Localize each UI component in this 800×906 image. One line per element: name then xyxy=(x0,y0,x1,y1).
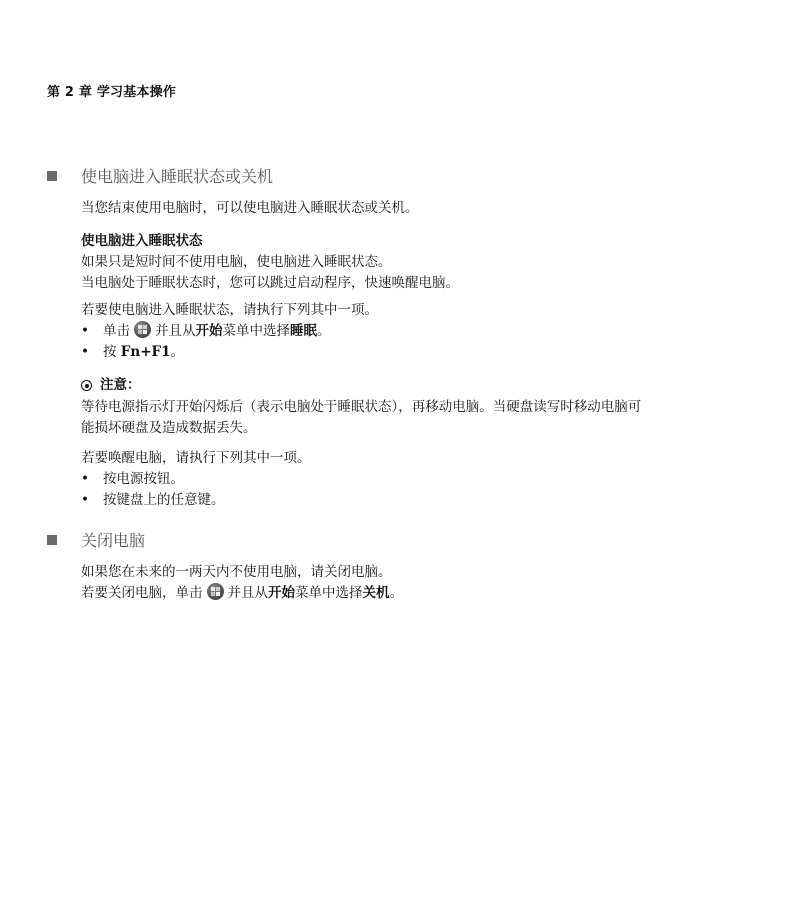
sleep-term: 睡眠 xyxy=(290,323,317,339)
shutdown-line-2 xyxy=(81,583,741,604)
and-from-text: 并且从 xyxy=(227,585,268,601)
shutdown-click-text: 若要关闭电脑，单击 xyxy=(81,585,203,601)
note-line-1: 等待电源指示灯开始闪烁后（表示电脑处于睡眠状态），再移动电脑。当硬盘读写时移动电脑可 xyxy=(81,399,642,415)
list-item-any-key xyxy=(81,490,741,511)
sleep-subsection xyxy=(81,231,741,294)
press-text: 按 xyxy=(103,344,117,360)
fn-f1-key: Fn+F1 xyxy=(120,344,171,360)
wake-instructions xyxy=(81,448,741,511)
list-item-start-menu-sleep xyxy=(81,321,741,342)
note-heading xyxy=(81,375,741,396)
and-from-text: 并且从 xyxy=(155,323,196,339)
bullet-dot: • xyxy=(81,492,89,508)
bullet-dot: • xyxy=(81,471,89,487)
period: 。 xyxy=(389,585,403,601)
square-bullet-icon xyxy=(47,171,57,181)
bullet-dot: • xyxy=(81,344,89,360)
intro-text: 当您结束使用电脑时，可以使电脑进入睡眠状态或关机。 xyxy=(81,200,419,216)
bullet-dot: • xyxy=(81,323,89,339)
sleep-paragraph-line-1: 如果只是短时间不使用电脑，使电脑进入睡眠状态。 xyxy=(81,254,392,270)
windows-start-orb-icon xyxy=(134,321,151,338)
period: 。 xyxy=(317,323,331,339)
note-circle-icon xyxy=(81,380,92,391)
section-title-shutdown xyxy=(47,528,145,551)
sleep-lead-text: 若要使电脑进入睡眠状态，请执行下列其中一项。 xyxy=(81,302,378,318)
chapter-header: 第 2 章 学习基本操作 xyxy=(47,85,177,100)
note-block xyxy=(81,375,741,439)
square-bullet-icon xyxy=(47,535,57,545)
section-title-text: 关闭电脑 xyxy=(81,531,146,550)
click-text: 单击 xyxy=(103,323,130,339)
shutdown-term: 关机 xyxy=(362,585,390,601)
note-label: 注意： xyxy=(100,377,141,393)
menu-select-text: 菜单中选择 xyxy=(222,323,290,339)
list-item-fn-f1 xyxy=(81,342,741,363)
start-term: 开始 xyxy=(195,323,223,339)
note-line-2: 能损坏硬盘及造成数据丢失。 xyxy=(81,420,257,436)
shutdown-line-1: 如果您在未来的一两天内不使用电脑，请关闭电脑。 xyxy=(81,564,392,580)
section-title-sleep-or-shutdown xyxy=(47,164,273,187)
section-title-text: 使电脑进入睡眠状态或关机 xyxy=(81,167,274,186)
menu-select-text: 菜单中选择 xyxy=(295,585,363,601)
section-sleep-content xyxy=(81,198,741,219)
sleep-paragraph-line-2: 当电脑处于睡眠状态时，您可以跳过启动程序，快速唤醒电脑。 xyxy=(81,275,459,291)
subheading-sleep: 使电脑进入睡眠状态 xyxy=(81,233,203,249)
wake-bullet-2-text: 按键盘上的任意键。 xyxy=(103,492,225,508)
wake-bullet-1-text: 按电源按钮。 xyxy=(103,471,184,487)
start-term: 开始 xyxy=(268,585,295,601)
list-item-power-button xyxy=(81,469,741,490)
section-shutdown-content xyxy=(81,562,741,604)
period: 。 xyxy=(170,344,184,360)
sleep-instructions xyxy=(81,300,741,363)
wake-lead-text: 若要唤醒电脑，请执行下列其中一项。 xyxy=(81,450,311,466)
windows-start-orb-icon xyxy=(207,583,224,600)
